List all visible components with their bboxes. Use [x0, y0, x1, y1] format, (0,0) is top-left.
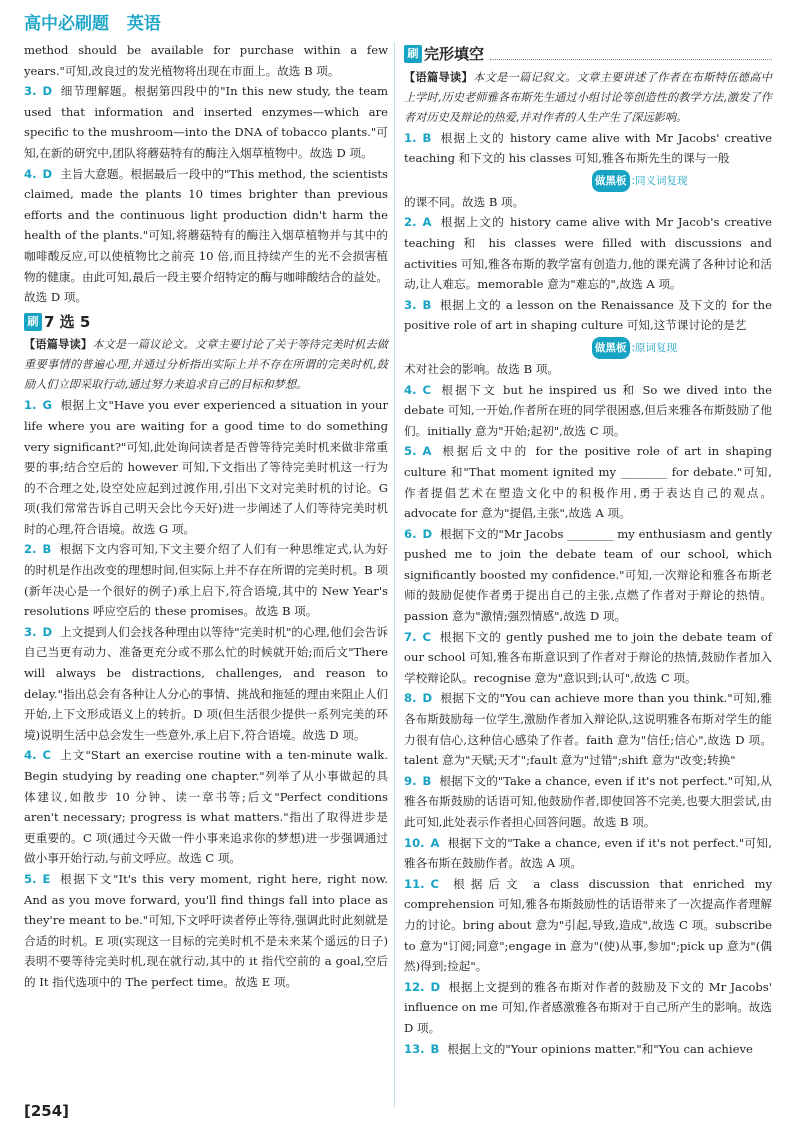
item-text: 根据上文"Have you ever experienced a situation in your life where you are waiting for a good time to do something very significant?"可知,此处询问读者是否曾等待完美时机来做非常重要的事;结合空后的 however 可知,下文指出了等待完美时机这一行为的不合理之处,设空处应起到过渡作用,引出下文对完美时机的讨论。G 项(我们常常告诉自己明天会比今天好)进一步阐述了人们等待完美时机时的心理,符合语境。故选 G 项。	[24, 398, 388, 536]
answer-item	[404, 524, 772, 627]
item-answer: D	[422, 691, 433, 706]
answer-item	[24, 164, 388, 308]
guide-text: 本文是一篇议论文。文章主要讨论了关于等待完美时机去做重要事情的普遍心理,并通过分析指出实际上并不存在所谓的完美时机,鼓励人们立即采取行动,通过努力来追求自己的目标和梦想。	[24, 338, 388, 392]
answer-item	[404, 441, 772, 523]
answer-item	[404, 295, 772, 336]
item-answer: D	[42, 84, 53, 99]
item-text: 根据后文中的 for the positive role of art in shaping culture 和"That moment ignited my ________ for debate."可知,作者提倡艺术在塑造文化中的积极作用,勇于表达自己的观点。advocate for 意为"提倡,主张",故选 A 项。	[404, 444, 772, 521]
item-number: 6.	[404, 526, 417, 541]
running-header	[24, 9, 384, 37]
item-text: 的课不同。故选 B 项。	[404, 194, 525, 209]
item-number: 3.	[24, 84, 37, 99]
item-text: 主旨大意题。根据最后一段中的"This method, the scientists claimed, made the plants 10 times brighter than previous efforts and the continuous light production didn't harm the health of the plants."可知,将蘑菇特有的酶注入烟草植物并与其中的咖啡酸反应,可以使植物比之前亮 10 倍,而且持续产生的光不会损害植物的健康。由此可知,最后一段主要介绍特定的酶与咖啡酸结合的益处。故选 D 项。	[24, 166, 388, 305]
section-title: 完形填空	[424, 45, 485, 63]
item-number: 5.	[24, 871, 37, 886]
board-text: :同义词复现	[631, 174, 688, 187]
board-tag	[592, 170, 688, 192]
board-note	[584, 336, 772, 359]
item-answer: B	[430, 1041, 440, 1056]
item-text: 根据下文的"You can achieve more than you think."可知,雅各布斯鼓励每一位学生,激励作者加入辩论队,这说明雅各布斯对学生的能力很有信心,这种信心感染了作者。faith 意为"信任;信心",故选 D 项。talent 意为"天赋;天才";fault 意为"过错";shift 意为"改变;转换"	[404, 691, 772, 768]
answer-item	[24, 622, 388, 746]
item-text: 根据下文的"Take a chance, even if it's not perfect."可知,雅各布斯在鼓励作者。故选 A 项。	[404, 835, 772, 871]
item-text: 上文"Start an exercise routine with a ten-minute walk. Begin studying by reading one chapter."列举了从小事做起的具体建议,如散步 10 分钟、读一章书等;后文"Perfect conditions aren't necessary; progress is what matters."指出了取得进步是更重要的。C 项(通过今天做一件小事来追求你的梦想)进一步强调通过做小事开始行动,与前文呼应。故选 C 项。	[24, 748, 388, 866]
column-divider	[394, 42, 395, 1107]
item-answer: C	[422, 629, 431, 644]
item-text: 细节理解题。根据第四段中的"In this new study, the team used that information and inserted enzymes—which are specific to the mushroom—into the DNA of tobacco plants."可知,在新的研究中,团队将蘑菇特有的酶注入烟草植物中。故选 D 项。	[24, 84, 388, 160]
item-answer: B	[422, 130, 432, 145]
item-answer: A	[430, 835, 440, 850]
item-answer: D	[42, 624, 53, 639]
item-answer: C	[430, 876, 440, 891]
answer-item	[404, 380, 772, 442]
item-number: 8.	[404, 691, 417, 706]
item-number: 1.	[24, 398, 37, 413]
answer-item	[24, 539, 388, 621]
item-text: 根据下文内容可知,下文主要介绍了人们有一种思维定式,认为好的时机是作出改变的理想时间,但实际上并不存在所谓的完美时机。B 项(新年决心是一个很好的例子)承上启下,符合语境,其中的 New Year's resolutions 呼应空后的 these promises。故选 B 项。	[24, 542, 388, 619]
page-number: [254]	[24, 1102, 70, 1120]
item-number: 4.	[24, 748, 37, 763]
answer-item	[24, 869, 388, 993]
passage-guide	[24, 334, 388, 395]
answer-item	[404, 627, 772, 689]
answer-item	[404, 128, 772, 169]
continued-text: method should be available for purchase within a few years."可知,改良过的发光植物将出现在市面上。故选 B 项。	[24, 43, 388, 78]
answer-item	[24, 395, 388, 539]
right-column	[404, 40, 772, 1059]
board-tag	[592, 337, 677, 359]
item-number: 11.	[404, 876, 425, 891]
answer-item	[404, 977, 772, 1039]
section-heading-7-of-5	[24, 312, 388, 333]
passage-guide	[404, 67, 772, 128]
item-text: 根据下文的"Mr Jacobs ________ my enthusiasm and gently pushed me to join the debate team of our school, which significantly boosted my confidence."可知,一次辩论和雅各布斯老师的鼓励促使作者勇于提出自己的主张,点燃了作者对于辩论的热情。passion 意为"激情;强烈情感",故选 D 项。	[404, 526, 772, 624]
item-text: 根据下文的 gently pushed me to join the debate team of our school 可知,雅各布斯意识到了作者对于辩论的热情,鼓励作者加入学校辩论队。recognise 意为"意识到;认可",故选 C 项。	[404, 629, 772, 685]
answer-item	[404, 771, 772, 833]
item-answer: D	[422, 526, 433, 541]
answer-item	[24, 745, 388, 869]
board-note	[584, 169, 772, 192]
item-number: 3.	[404, 297, 417, 312]
subject-label: 英语	[126, 14, 161, 34]
item-number: 5.	[404, 444, 417, 459]
item-text: 根据下文"It's this very moment, right here, right now. And as you move forward, you'll find things fall into place as they're meant to be."可知,下文呼吁读者停止等待,强调此时此刻就是合适的时机。E 项(实现这一目标的完美时机不是未来某个遥远的日子)表明不要等待完美时机,现在就行动,其中的 it 指代空前的 a goal,空后的 It 指代选项中的 The perfect time。故选 E 项。	[24, 871, 388, 989]
guide-label: 【语篇导读】	[24, 337, 93, 352]
item-number: 1.	[404, 130, 417, 145]
section-heading-cloze	[404, 44, 772, 65]
item-answer: D	[430, 979, 441, 994]
item-text: 根据上文的 history came alive with Mr Jacob's creative teaching 和 his classes were filled with discussions and activities 可知,雅各布斯的教学富有创造力,他的课充满了各种讨论和活动,让人难忘。memorable 意为"难忘的",故选 A 项。	[404, 215, 772, 292]
section-badge: 刷	[24, 313, 42, 331]
item-text: 根据上文提到的雅各布斯对作者的鼓励及下文的 Mr Jacobs' influence on me 可知,作者感激雅各布斯对于自己所产生的影响。故选 D 项。	[404, 979, 772, 1035]
section-title: 7 选 5	[44, 312, 91, 331]
item-text: 根据上文的 history came alive with Mr Jacobs' creative teaching 和下文的 his classes 可知,雅各布斯先生的课与一般	[404, 130, 772, 166]
item-answer: D	[42, 166, 53, 181]
answer-item	[404, 1039, 772, 1060]
item-number: 7.	[404, 629, 417, 644]
item-number: 4.	[404, 382, 417, 397]
answer-item	[24, 81, 388, 163]
answer-item	[404, 212, 772, 294]
item-answer: A	[422, 444, 432, 459]
item-answer: A	[422, 215, 432, 230]
item-number: 13.	[404, 1041, 425, 1056]
item-text: 上文提到人们会找各种理由以等待"完美时机"的心理,他们会告诉自己当更有动力、准备更充分或不那么忙的时候就开始;而后文"There will always be distractions, challenges, and reason to delay."指出总会有各种让人分心的事情、挑战和拖延的理由来阻止人们开始,上下文形成语义上的转折。D 项(但生活很少提供一系列完美的环境)说明生活中总会发生一些意外,承上启下,符合语境。故选 D 项。	[24, 624, 388, 742]
item-answer: B	[422, 297, 432, 312]
item-answer: B	[422, 773, 432, 788]
item-answer: C	[422, 382, 431, 397]
board-label: 做黑板	[592, 170, 630, 192]
item-answer: B	[42, 542, 52, 557]
answer-item-continued	[404, 359, 772, 380]
item-text: 根据下文 but he inspired us 和 So we dived into the debate 可知,一开始,作者所在班的同学很困惑,但后来雅各布斯鼓励了他们。initially 意为"开始;起初",故选 C 项。	[404, 382, 772, 438]
item-number: 9.	[404, 773, 417, 788]
answer-item	[404, 688, 772, 770]
item-answer: E	[42, 871, 51, 886]
section-badge: 刷	[404, 45, 422, 63]
item-number: 2.	[24, 542, 37, 557]
item-text: 根据下文的"Take a chance, even if it's not perfect."可知,从雅各布斯鼓励的话语可知,他鼓励作者,即使回答不完美,也要大胆尝试,由此可知,此处表示作者担心回答问题。故选 B 项。	[404, 773, 772, 829]
item-number: 12.	[404, 979, 425, 994]
answer-item-continued	[404, 192, 772, 213]
item-number: 2.	[404, 215, 417, 230]
item-number: 3.	[24, 624, 37, 639]
item-text: 术对社会的影响。故选 B 项。	[404, 361, 560, 376]
guide-text: 本文是一篇记叙文。文章主要讲述了作者在布斯特伍德高中上学时,历史老师雅各布斯先生通过小组讨论等创造性的教学方法,激发了作者对历史及辩论的热爱,并对作者的人生产生了深远影响。	[404, 70, 772, 124]
item-text: 根据后文 a class discussion that enriched my comprehension 可知,雅各布斯鼓励性的话语带来了一次提高作者理解力的讨论。bring about 意为"引起,导致,造成",故选 C 项。subscribe to 意为"订阅;同意";engage in 意为"(使)从事,参加";pick up 意为"(偶然)得到;捡起"。	[404, 876, 772, 974]
book-title: 高中必刷题	[24, 14, 109, 34]
left-column	[24, 40, 388, 993]
item-number: 4.	[24, 166, 37, 181]
dotted-rule	[490, 49, 772, 60]
item-text: 根据上文的"Your opinions matter."和"You can achieve	[447, 1041, 753, 1056]
answer-item	[404, 874, 772, 977]
answer-item	[404, 833, 772, 874]
item-answer: C	[42, 748, 51, 763]
board-text: :原词复现	[631, 341, 678, 354]
item-answer: G	[42, 398, 53, 413]
item-number: 10.	[404, 835, 425, 850]
guide-label: 【语篇导读】	[404, 69, 474, 84]
item-text: 根据上文的 a lesson on the Renaissance 及下文的 for the positive role of art in shaping culture 可知,这节课讨论的是艺	[404, 297, 772, 333]
board-label: 做黑板	[592, 337, 630, 359]
